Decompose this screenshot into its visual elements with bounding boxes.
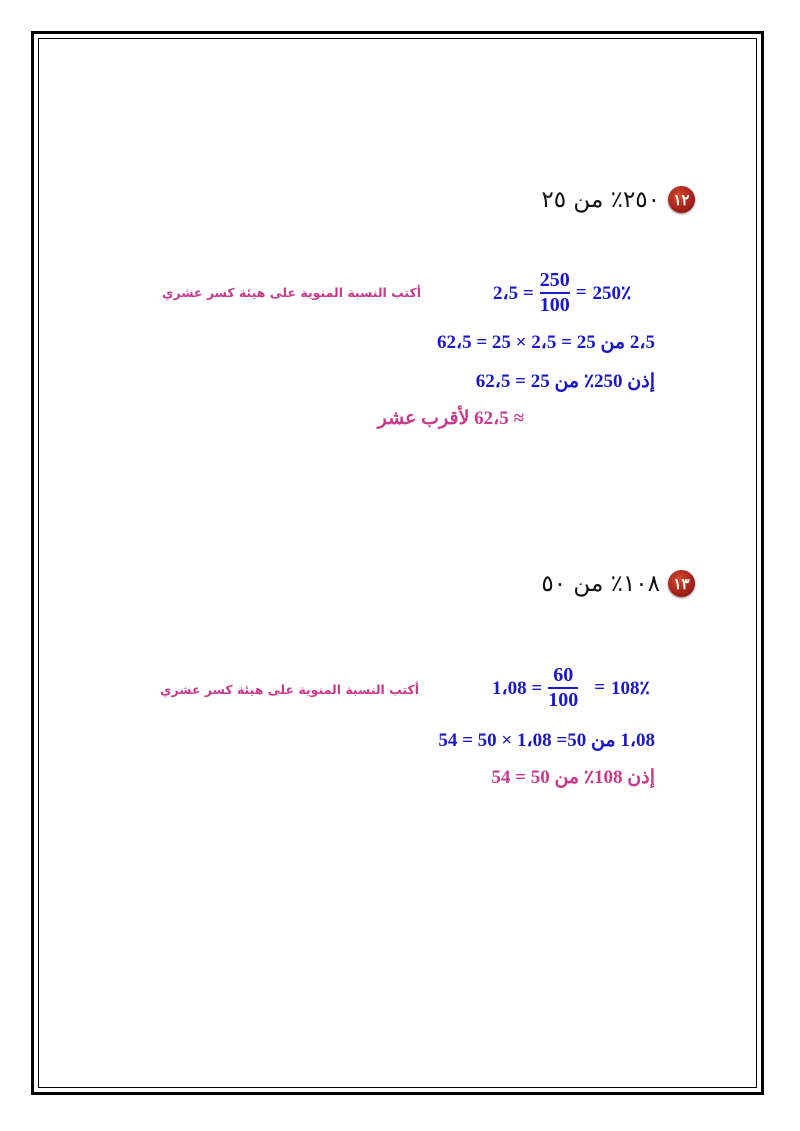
q12-title: ٢٥٠٪ من ٢٥ xyxy=(541,186,660,213)
q12-line3: إذن 250٪ من 25 = 62،5 xyxy=(475,371,655,392)
q13-fraction-denominator: 100 xyxy=(548,689,579,711)
q12-line1-percent: 250٪ xyxy=(592,282,632,304)
q13-fraction xyxy=(548,665,578,711)
q13-line3: إذن 108٪ من 50 = 54 xyxy=(491,767,655,788)
q12-line4: ≈ 62،5 لأقرب عشر xyxy=(377,408,524,429)
q12-heading xyxy=(541,186,695,213)
q13-number-badge: ١٣ xyxy=(668,570,695,597)
q12-line1-result: 2،5 = xyxy=(493,282,534,304)
q13-line1-percent: 108٪ xyxy=(611,677,650,699)
q12-line1-equals: = xyxy=(575,282,587,303)
q13-line1 xyxy=(492,665,650,711)
q12-number-badge: ١٢ xyxy=(668,186,695,213)
q13-line1-result: 1،08 = xyxy=(492,677,543,699)
q12-fraction-numerator: 250 xyxy=(539,269,570,291)
q13-heading xyxy=(541,570,695,597)
q12-fraction-denominator: 100 xyxy=(539,294,570,316)
q13-line2: 1،08 من 50= 1،08 × 50 = 54 xyxy=(438,730,655,751)
q13-title: ١٠٨٪ من ٥٠ xyxy=(541,570,660,597)
q13-note: أكتب النسبة المنوية على هيئة كسر عشري xyxy=(160,682,420,697)
q13-line1-equals: = xyxy=(594,677,606,698)
q13-fraction-numerator: 60 xyxy=(553,664,574,686)
q12-note: أكتب النسبة المنوية على هيئة كسر عشري xyxy=(162,285,422,300)
q12-line2: 2،5 من 25 = 2،5 × 25 = 62،5 xyxy=(436,332,655,353)
q12-fraction xyxy=(540,270,570,316)
q12-line1 xyxy=(493,270,631,316)
